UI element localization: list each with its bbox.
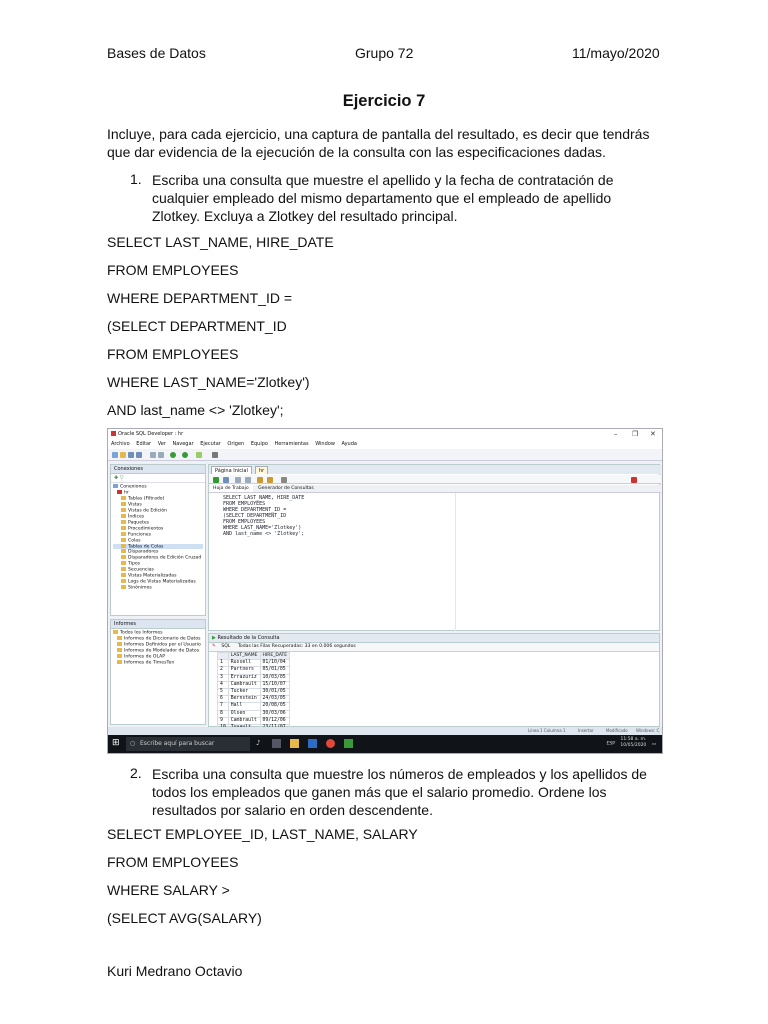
window-title: Oracle SQL Developer : hr (118, 431, 184, 437)
menu-ejecutar[interactable]: Ejecutar (200, 441, 221, 447)
worksheet-subtabs (209, 485, 661, 493)
menu-herramientas[interactable]: Herramientas (274, 441, 309, 447)
sql2-line: WHERE SALARY > (107, 882, 230, 898)
sql1-line: AND last_name <> 'Zlotkey'; (107, 402, 284, 418)
tray-lang[interactable]: ESP (606, 741, 615, 747)
menu-ayuda[interactable]: Ayuda (341, 441, 357, 447)
windows-start-icon[interactable]: ⊞ (112, 738, 120, 748)
folder-icon (121, 526, 126, 530)
connections-panel (110, 464, 206, 616)
table-row[interactable]: 9 Cambrault 09/12/06 (218, 717, 290, 724)
code-line: (SELECT DEPARTMENT_ID (223, 513, 287, 519)
menu-bar (108, 440, 662, 449)
tab-pagina-inicial[interactable]: Página Inicial (211, 466, 252, 474)
folder-icon (121, 549, 126, 553)
table-header-row (218, 653, 290, 660)
table-row[interactable]: 1 Russell 01/10/04 (218, 660, 290, 667)
table-row[interactable]: 5 Tucker 30/01/05 (218, 688, 290, 695)
tree-node[interactable]: Paquetes (113, 520, 203, 526)
code-line: WHERE DEPARTMENT_ID = (223, 507, 287, 513)
folder-icon (121, 502, 126, 506)
system-tray (607, 737, 657, 749)
result-tab[interactable]: Resultado de la Consulta (217, 635, 280, 641)
report-node[interactable]: Informes de Diccionario de Datos (113, 636, 203, 642)
connections-header: Conexiones (111, 465, 205, 474)
taskbar-search[interactable] (126, 737, 250, 751)
connections-tree (111, 483, 205, 592)
sql-label[interactable]: SQL (221, 644, 231, 649)
code-line: SELECT LAST_NAME, HIRE_DATE (223, 495, 305, 501)
header-course: Bases de Datos (107, 45, 206, 61)
report-node[interactable]: Informes de OLAP (113, 654, 203, 660)
tree-node[interactable]: Índices (113, 514, 203, 520)
result-toolbar (209, 643, 659, 652)
editor-tabs (209, 465, 661, 474)
monitor-icon[interactable] (212, 452, 218, 458)
connection-selector-icon[interactable] (631, 477, 637, 483)
sql-developer-taskbar-icon[interactable] (344, 739, 353, 748)
folder-icon (117, 660, 122, 664)
word-icon[interactable] (308, 739, 317, 748)
folder-icon (117, 648, 122, 652)
tree-node[interactable]: Conexiones (113, 484, 203, 490)
rollback-icon[interactable] (245, 477, 251, 483)
tab-hoja-de-trabajo[interactable]: Hoja de Trabajo (209, 485, 253, 492)
ide-status-bar (108, 727, 662, 735)
folder-icon (121, 567, 126, 571)
run-script-icon[interactable] (223, 477, 229, 483)
sql2-line: SELECT EMPLOYEE_ID, LAST_NAME, SALARY (107, 826, 418, 842)
add-connection-icon[interactable]: ✚ (114, 475, 119, 481)
menu-window[interactable]: Window (315, 441, 335, 447)
reports-panel (110, 619, 206, 725)
report-node[interactable]: Informes de Modelador de Datos (113, 648, 203, 654)
result-icon: ▶ (212, 635, 216, 641)
tree-node[interactable]: Disparadores (113, 549, 203, 555)
table-row[interactable]: 4 Cambrault 15/10/07 (218, 681, 290, 688)
forward-icon[interactable] (182, 452, 188, 458)
search-placeholder: Escribe aquí para buscar (140, 740, 215, 747)
item-1-number: 1. (130, 171, 142, 187)
back-icon[interactable] (170, 452, 176, 458)
menu-navegar[interactable]: Navegar (172, 441, 194, 447)
explain-icon[interactable] (257, 477, 263, 483)
notification-icon[interactable]: ▭ (651, 741, 656, 747)
folder-icon (113, 630, 118, 634)
status-cursor: Línea 1 Columna 1 (528, 728, 566, 733)
sql-developer-screenshot (107, 428, 663, 754)
folder-icon (121, 538, 126, 542)
header-group: Grupo 72 (355, 45, 414, 61)
connections-icon (113, 484, 118, 488)
table-row[interactable]: 6 Bernstein 24/03/05 (218, 696, 290, 703)
tree-node[interactable]: Vistas Materializadas (113, 573, 203, 579)
tab-generador-consultas[interactable]: Generador de Consultas (258, 486, 314, 491)
chrome-icon[interactable] (326, 739, 335, 748)
db-icon (117, 490, 122, 494)
tree-node[interactable]: Vistas (113, 502, 203, 508)
menu-equipo[interactable]: Equipo (250, 441, 268, 447)
editor-toolbar (209, 475, 661, 484)
report-node[interactable]: Informes Definidos por el Usuario (113, 642, 203, 648)
folder-icon (121, 579, 126, 583)
report-node[interactable]: Informes de TimesTen (113, 660, 203, 666)
result-status: Todas las Filas Recuperadas: 33 en 0.006 segundos (237, 644, 356, 649)
code-line: FROM EMPLOYEES (223, 501, 266, 507)
sql1-line: FROM EMPLOYEES (107, 262, 239, 278)
file-explorer-icon[interactable] (290, 739, 299, 748)
item-1-text: Escriba una consulta que muestre el apellido y la fecha de contratación de cualquier empleado del mismo departamento que el empleado de apellido Zlotkey. Excluya a Zlotkey del resultado principal. (152, 172, 614, 224)
folder-icon (121, 561, 126, 565)
menu-origen[interactable]: Origen (227, 441, 245, 447)
folder-icon (121, 514, 126, 518)
tree-node[interactable]: Secuencias (113, 567, 203, 573)
restore-icon[interactable]: ❐ (632, 430, 639, 438)
tree-node[interactable]: Sinónimos (113, 585, 203, 591)
folder-icon (121, 508, 126, 512)
minimize-icon[interactable]: – (614, 430, 618, 438)
tray-time[interactable]: 11:58 a. m. (620, 737, 647, 742)
folder-icon (121, 532, 126, 536)
window-titlebar (108, 429, 662, 440)
folder-icon (121, 520, 126, 524)
item-2-number: 2. (130, 765, 142, 781)
save-all-icon[interactable] (136, 452, 142, 458)
tree-node[interactable]: Colas (113, 538, 203, 544)
report-node[interactable]: Todos los Informes (113, 630, 203, 636)
sql1-line: (SELECT DEPARTMENT_ID (107, 318, 287, 334)
status-mode: Insertar (578, 728, 594, 733)
folder-icon (121, 544, 126, 548)
tree-node[interactable]: Procedimientos (113, 526, 203, 532)
table-row[interactable]: 3 Errazuriz 10/03/05 (218, 674, 290, 681)
page-title: Ejercicio 7 (342, 92, 426, 110)
code-line: FROM EMPLOYEES (223, 519, 266, 525)
undo-icon[interactable] (150, 452, 156, 458)
folder-icon (117, 636, 122, 640)
folder-icon (121, 573, 126, 577)
table-row[interactable]: 8 Olsen 30/03/06 (218, 710, 290, 717)
tab-hr[interactable]: hr (255, 466, 268, 474)
menu-editar[interactable]: Editar (136, 441, 152, 447)
connections-toolbar (111, 474, 205, 483)
item-2-text: Escriba una consulta que muestre los números de empleados y los apellidos de todos los empleados que ganen más que el salario promedio. Ordene los resultados por salario en orden descendente. (152, 766, 647, 818)
tray-date[interactable]: 10/05/2020 (620, 743, 647, 748)
status-eol: Windows: C (636, 728, 660, 733)
folder-icon (121, 585, 126, 589)
sql2-line: FROM EMPLOYEES (107, 854, 239, 870)
cortana-icon: ○ (130, 740, 136, 747)
tree-node[interactable]: Logs de Vistas Materializadas (113, 579, 203, 585)
save-icon[interactable] (128, 452, 134, 458)
editor-margin-line (455, 493, 456, 631)
query-result-panel (208, 633, 660, 727)
sql2-line: (SELECT AVG(SALARY) (107, 910, 262, 926)
tree-node[interactable]: Disparadores de Edición Cruzad (113, 555, 203, 561)
redo-icon[interactable] (158, 452, 164, 458)
main-toolbar (108, 449, 662, 461)
reports-tree (111, 629, 205, 667)
autotrace-icon[interactable] (267, 477, 273, 483)
oracle-icon (111, 431, 116, 436)
pin-icon[interactable]: ✎ (212, 644, 216, 649)
task-view-icon[interactable] (272, 739, 281, 748)
commit-icon[interactable] (235, 477, 241, 483)
row-num-header (218, 653, 229, 660)
sql1-line: WHERE DEPARTMENT_ID = (107, 290, 293, 306)
status-modified: Modificado (606, 728, 628, 733)
header-date: 11/mayo/2020 (572, 45, 660, 61)
mic-icon[interactable]: ♪ (256, 739, 261, 747)
new-icon[interactable] (112, 452, 118, 458)
filter-icon[interactable]: ▽ (119, 475, 124, 481)
menu-archivo[interactable]: Archivo (111, 441, 130, 447)
code-line: WHERE LAST_NAME='Zlotkey') (223, 525, 302, 531)
folder-icon (121, 496, 126, 500)
reports-header: Informes (111, 620, 205, 629)
tree-node-selected[interactable]: Tablas de Colas (113, 544, 203, 550)
folder-icon (121, 555, 126, 559)
folder-icon (117, 642, 122, 646)
sql-code[interactable] (223, 495, 304, 537)
tree-node[interactable]: Funciones (113, 532, 203, 538)
intro-paragraph: Incluye, para cada ejercicio, una captura de pantalla del resultado, es decir que tendrás que dar evidencia de la ejecución de la consulta con las especificaciones dadas. (107, 126, 650, 160)
tree-node[interactable]: Tablas (Filtrado) (113, 496, 203, 502)
sql1-line: FROM EMPLOYEES (107, 346, 239, 362)
column-header[interactable]: LAST_NAME (228, 653, 260, 660)
menu-ver[interactable]: Ver (157, 441, 166, 447)
footer-author: Kuri Medrano Octavio (107, 963, 243, 979)
tree-node[interactable]: Tipos (113, 561, 203, 567)
sql1-line: WHERE LAST_NAME='Zlotkey') (107, 374, 310, 390)
worksheet-editor (208, 464, 660, 631)
clear-icon[interactable] (281, 477, 287, 483)
open-icon[interactable] (120, 452, 126, 458)
sql-icon[interactable] (196, 452, 202, 458)
table-row[interactable]: 2 Partners 05/01/05 (218, 667, 290, 674)
folder-icon (117, 654, 122, 658)
tree-node[interactable]: hr (113, 490, 203, 496)
tree-node[interactable]: Vistas de Edición (113, 508, 203, 514)
run-statement-icon[interactable] (213, 477, 219, 483)
column-header[interactable]: HIRE_DATE (260, 653, 290, 660)
close-icon[interactable]: ✕ (650, 430, 656, 438)
table-row[interactable]: 7 Hall 20/08/05 (218, 703, 290, 710)
sql1-line: SELECT LAST_NAME, HIRE_DATE (107, 234, 334, 250)
windows-taskbar (108, 735, 662, 753)
code-line: AND last_name <> 'Zlotkey'; (223, 531, 305, 537)
result-tab-header (209, 634, 659, 643)
